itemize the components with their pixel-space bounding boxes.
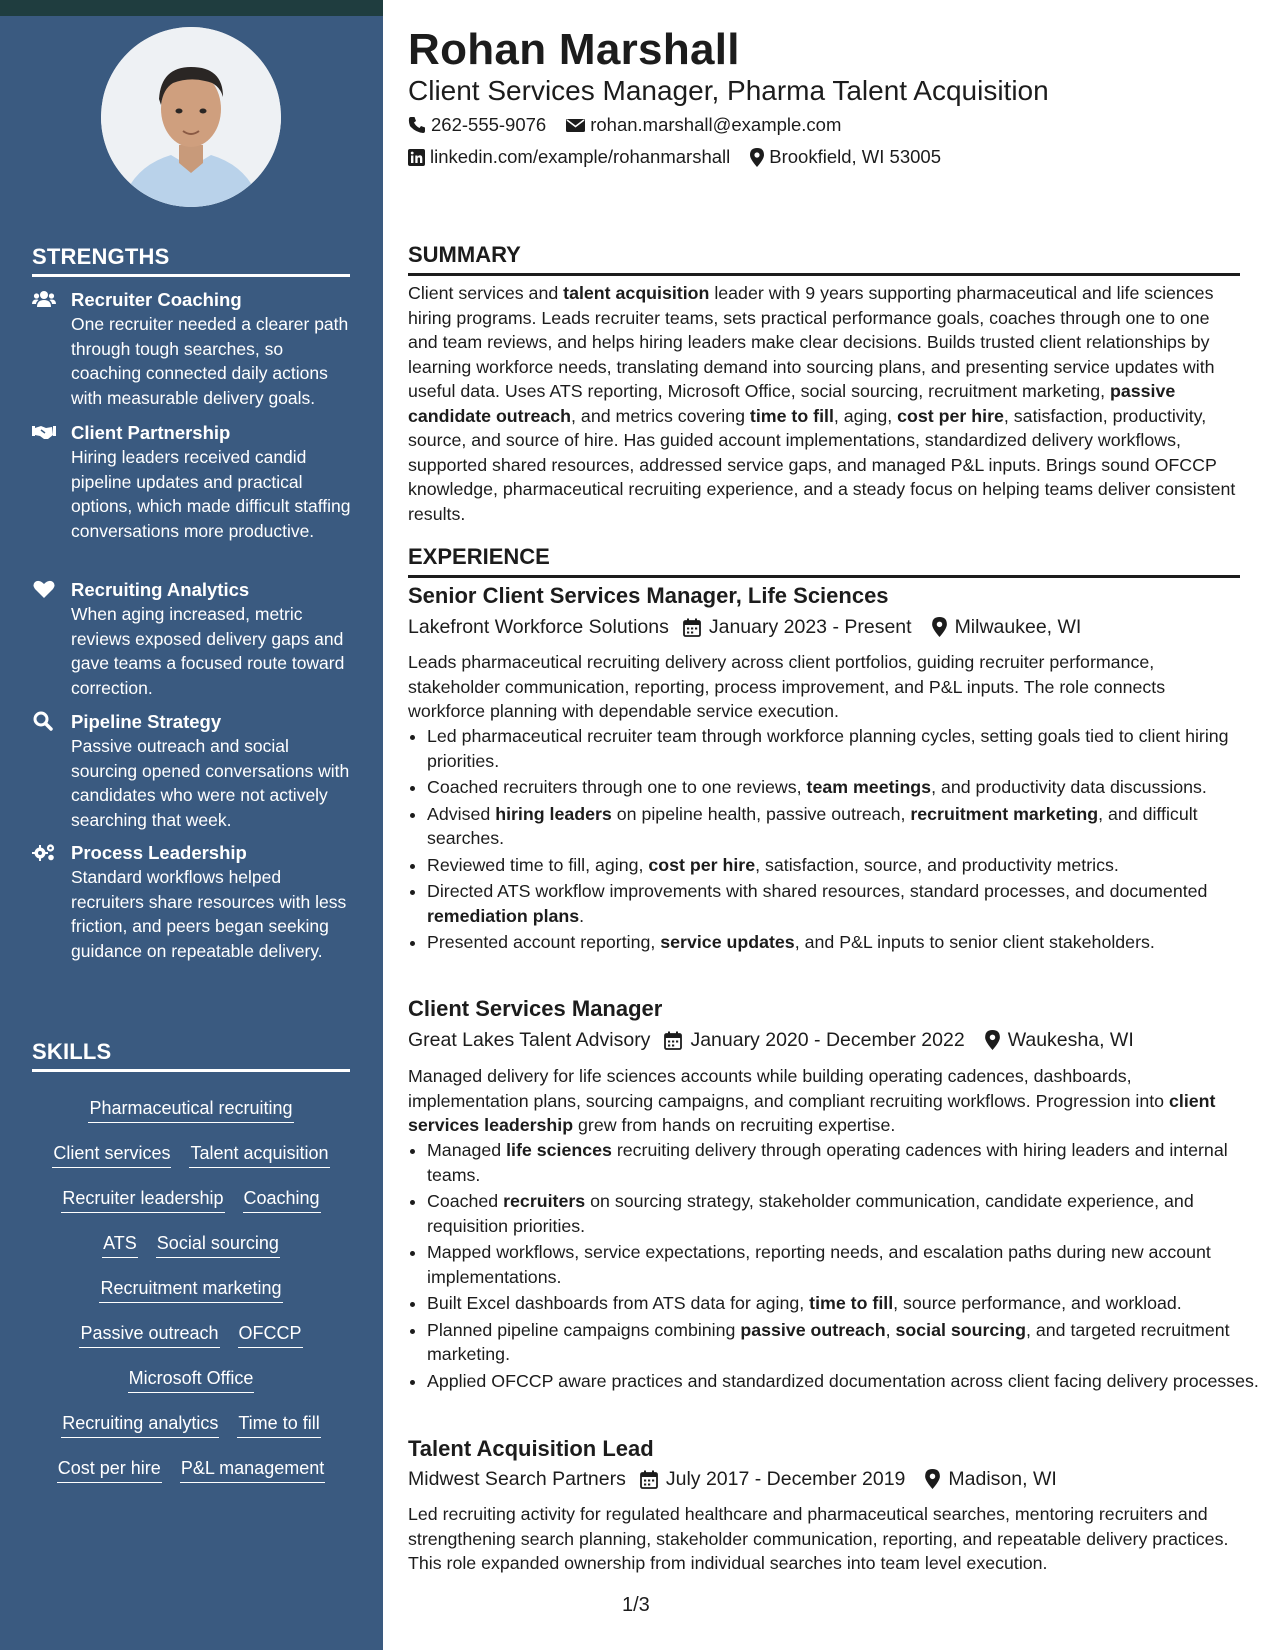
job-title: Talent Acquisition Lead [408, 1436, 654, 1461]
skill-tag: Recruiting analytics [61, 1411, 219, 1438]
gears-icon [32, 842, 56, 862]
skill-tag: OFCCP [238, 1321, 303, 1348]
list-item: • Reviewed time to fill, aging, cost per hire, satisfaction, source, and productivity metrics. [427, 853, 1259, 878]
experience-heading: EXPERIENCE [408, 544, 1240, 578]
job-description: Led recruiting activity for regulated healthcare and pharmaceutical searches, mentoring recruiters and strengthening search planning, stakeholder communication, reporting, and repeatable delivery practices. This role expanded ownership from individual searches into team level execution. [408, 1504, 1229, 1573]
strength-desc: Hiring leaders received candid pipeline updates and practical options, which made difficult staffing conversations more productive. [71, 447, 351, 541]
contact-row-1 [408, 113, 841, 137]
location-pin-icon [750, 148, 764, 167]
skill-tag: Time to fill [237, 1411, 320, 1438]
strength-title: Client Partnership [71, 422, 231, 443]
skill-tag: Recruiter leadership [61, 1186, 224, 1213]
email-link[interactable]: rohan.marshall@example.com [590, 114, 842, 135]
location-pin-icon [985, 1030, 1000, 1050]
location-pin-icon [932, 617, 947, 637]
page-number: 1/3 [622, 1594, 650, 1616]
strength-title: Recruiter Coaching [71, 289, 242, 310]
contact-row-2 [408, 145, 941, 169]
job-title: Client Services Manager [408, 996, 663, 1021]
calendar-icon [640, 1470, 658, 1489]
job-description: Managed delivery for life sciences accounts while building operating cadences, dashboards, implementation plans, sourcing campaigns, and compliant recruiting workflows. Progression into client services leadership grew from hands on recruiting expertise. [408, 1066, 1216, 1135]
skill-tag: Microsoft Office [128, 1366, 255, 1393]
profile-photo [101, 27, 281, 207]
job-location: Madison, WI [948, 1468, 1057, 1490]
skill-tag: Passive outreach [79, 1321, 219, 1348]
list-item: • Mapped workflows, service expectations, reporting needs, and escalation paths during new account implementations. [427, 1240, 1259, 1289]
skills-list [32, 1096, 350, 1501]
list-item: • Built Excel dashboards from ATS data for aging, time to fill, source performance, and workload. [427, 1291, 1259, 1316]
location-pin-icon [925, 1469, 940, 1489]
strength-item-recruiter-coaching [32, 288, 352, 410]
heart-icon [32, 579, 56, 599]
linkedin-link[interactable]: linkedin.com/example/rohanmarshall [430, 146, 731, 167]
list-item: • Coached recruiters on sourcing strategy, stakeholder communication, candidate experience, and requisition priorities. [427, 1189, 1259, 1238]
strength-item-client-partnership [32, 421, 352, 543]
job-bullets [408, 1138, 1259, 1395]
users-icon [32, 289, 56, 309]
strength-desc: Standard workflows helped recruiters share resources with less friction, and peers began seeking guidance on repeatable delivery. [71, 867, 347, 961]
strength-title: Pipeline Strategy [71, 711, 222, 732]
handshake-icon [32, 422, 56, 442]
skill-tag: Pharmaceutical recruiting [88, 1096, 293, 1123]
job-meta [408, 614, 1081, 640]
list-item: • Applied OFCCP aware practices and standardized documentation across client facing delivery processes. [427, 1369, 1259, 1394]
company-name: Great Lakes Talent Advisory [408, 1029, 651, 1051]
company-name: Lakefront Workforce Solutions [408, 616, 669, 638]
skill-tag: Talent acquisition [189, 1141, 329, 1168]
strength-title: Recruiting Analytics [71, 579, 250, 600]
calendar-icon [683, 618, 701, 637]
skill-tag: Client services [52, 1141, 171, 1168]
calendar-icon [664, 1031, 682, 1050]
summary-heading: SUMMARY [408, 242, 1240, 276]
job-dates: July 2017 - December 2019 [665, 1468, 906, 1490]
skill-tag: ATS [102, 1231, 138, 1258]
strength-item-process-leadership [32, 841, 352, 963]
list-item: • Led pharmaceutical recruiter team through workforce planning cycles, setting goals tied to client hiring priorities. [427, 724, 1259, 773]
strengths-heading: STRENGTHS [32, 244, 350, 277]
job-dates: January 2023 - Present [708, 616, 912, 638]
summary-text: Client services and talent acquisition leader with 9 years supporting pharmaceutical and life sciences hiring programs. Leads recruiter teams, sets practical performance goals, coaches through one to one and team reviews, and helps hiring leaders make clear decisions. Builds trusted client relationships by learning workforce needs, translating demand into sourcing plans, and presenting service updates with useful data. Uses ATS reporting, Microsoft Office, social sourcing, recruitment marketing, passive candidate outreach, and metrics covering time to fill, aging, cost per hire, satisfaction, productivity, source, and source of hire. Has guided account implementations, standardized delivery workflows, supported shared resources, addressed service gaps, and managed P&L inputs. Brings sound OFCCP knowledge, pharmaceutical recruiting experience, and a steady focus on helping teams deliver consistent results. [408, 283, 1236, 524]
company-name: Midwest Search Partners [408, 1468, 626, 1490]
job-meta [408, 1027, 1134, 1053]
list-item: • Planned pipeline campaigns combining passive outreach, social sourcing, and targeted recruitment marketing. [427, 1318, 1259, 1367]
person-headline: Client Services Manager, Pharma Talent Acquisition [408, 75, 1049, 106]
skill-tag: Recruitment marketing [99, 1276, 282, 1303]
list-item: • Managed life sciences recruiting delivery through operating cadences with hiring leaders and internal teams. [427, 1138, 1259, 1187]
search-icon [32, 711, 56, 731]
location-text: Brookfield, WI 53005 [769, 146, 941, 167]
job-title: Senior Client Services Manager, Life Sciences [408, 583, 889, 608]
job-location: Milwaukee, WI [954, 616, 1082, 638]
person-name: Rohan Marshall [408, 25, 740, 74]
strength-item-pipeline-strategy [32, 710, 352, 832]
sidebar [0, 16, 383, 1650]
list-item: • Presented account reporting, service updates, and P&L inputs to senior client stakeholders. [427, 930, 1259, 955]
strength-item-recruiting-analytics [32, 578, 352, 700]
job-location: Waukesha, WI [1007, 1029, 1134, 1051]
sidebar-top-strip [0, 0, 383, 16]
job-description: Leads pharmaceutical recruiting delivery across client portfolios, guiding recruiter performance, stakeholder communication, reporting, process improvement, and P&L inputs. The role connects workforce planning with dependable service execution. [408, 652, 1166, 721]
skill-tag: Coaching [243, 1186, 321, 1213]
job-dates: January 2020 - December 2022 [690, 1029, 965, 1051]
list-item: • Coached recruiters through one to one reviews, team meetings, and productivity data discussions. [427, 775, 1259, 800]
strength-desc: One recruiter needed a clearer path through tough searches, so coaching connected daily actions with measurable delivery goals. [71, 314, 349, 408]
list-item: • Directed ATS workflow improvements with shared resources, standard processes, and documented remediation plans. [427, 879, 1259, 928]
strength-title: Process Leadership [71, 842, 247, 863]
skills-heading: SKILLS [32, 1039, 350, 1072]
linkedin-icon [408, 149, 425, 166]
skill-tag: P&L management [180, 1456, 325, 1483]
job-bullets [408, 724, 1259, 957]
list-item: • Advised hiring leaders on pipeline health, passive outreach, recruitment marketing, and difficult searches. [427, 802, 1259, 851]
envelope-icon [566, 118, 585, 133]
strength-desc: When aging increased, metric reviews exposed delivery gaps and gave teams a focused route toward correction. [71, 604, 345, 698]
phone-icon [408, 116, 426, 134]
strength-desc: Passive outreach and social sourcing opened conversations with candidates who were not actively searching that week. [71, 736, 350, 830]
phone-text[interactable]: 262-555-9076 [431, 114, 547, 135]
job-meta [408, 1466, 1057, 1492]
skill-tag: Cost per hire [57, 1456, 162, 1483]
skill-tag: Social sourcing [156, 1231, 280, 1258]
